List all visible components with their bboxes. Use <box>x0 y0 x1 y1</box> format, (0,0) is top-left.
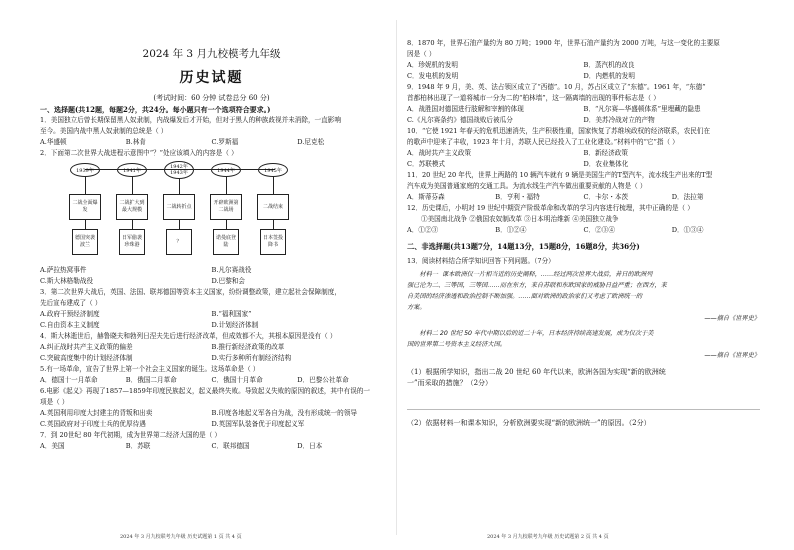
q10-line: 10．“它使 1921 年春天的危机迅速消失，生产积极性重，国家恢复了苏维埃政权的经济联系，农民们在 <box>407 127 711 135</box>
sub1-line: （1）根据所学知识，指出二战 20 世纪 60 年代以来，欧洲各国为实现“新的欧洲统 <box>407 368 666 376</box>
q5-options <box>40 375 383 386</box>
event-box: 开辟欧洲第二战场 <box>210 194 242 220</box>
option[interactable]: C．卡尔・本茨 <box>583 193 629 201</box>
event-box: 二战全面爆发 <box>69 194 101 220</box>
q9-options <box>407 104 760 115</box>
option[interactable]: A．①②③ <box>407 226 439 234</box>
q10-stem <box>407 126 760 148</box>
option[interactable]: D．美苏冷战对立的产物 <box>583 116 655 124</box>
option[interactable]: B.凡尔赛战役 <box>211 266 252 274</box>
option[interactable]: D.尼克松 <box>297 138 325 146</box>
option[interactable]: B．苏联 <box>125 442 151 450</box>
exam-info: (考试时间：60 分钟 试卷总分 60 分) <box>153 94 270 102</box>
section2-heading: 二、非选择题(共13题7分，14题13分，15题8分，16题8分，共36分) <box>407 242 640 251</box>
option[interactable]: D.实行多种所有制经济结构 <box>211 354 292 362</box>
connector <box>273 177 274 194</box>
q8-options <box>407 71 760 82</box>
q7-stem: 7．到 20世纪 80 年代初期，成为世界第二经济大国的是（ ） <box>40 431 222 439</box>
event-detail-box: 德国突袭波兰 <box>72 229 98 255</box>
option[interactable]: D.巴黎和会 <box>211 277 246 285</box>
option[interactable]: D．法拉第 <box>671 193 704 201</box>
q6-line: 6.电影《起义》再现了1857—1859年印度民族起义，起义最终失败。导致起义失败的原因的叙述，其中有误的一 <box>40 387 370 395</box>
connector <box>226 177 227 194</box>
option[interactable]: D．①③④ <box>671 226 704 234</box>
q6-stem <box>40 386 383 408</box>
q13-sub2: （2）依据材料一和课本知识，分析欧洲要实现“新的欧洲统一”的原因。（2分） <box>407 419 651 427</box>
option[interactable]: A.纠正战时共产主义政策的偏差 <box>40 343 133 351</box>
q8-line: 8．1870 年，世界石油产量约为 80 万吨；1900 年，世界石油产量约为 2000 万吨，与这一变化的主要原 <box>407 39 720 47</box>
q12-line: ①美国南北战争 ②俄国农奴制改革 ③日本明治维新 ④美国独立战争 <box>421 215 619 223</box>
option[interactable]: A.华盛顿 <box>40 138 67 146</box>
option[interactable]: A.政府干预经济制度 <box>40 310 100 318</box>
option[interactable]: D．农业集体化 <box>583 160 629 168</box>
option[interactable]: B.“福利国家” <box>211 310 252 318</box>
connector <box>132 220 133 229</box>
q6-options <box>40 419 383 430</box>
connector <box>132 177 133 194</box>
q9-line: 首都柏林出现了一道将城市一分为二的“柏林墙”，这一隔离墙的出现的事件标志是（ ） <box>407 94 660 102</box>
connector <box>85 177 86 194</box>
q1-line: 1．美国独立后曾长期保留黑人奴隶制，内战爆发后才开始，但对于黑人的种族歧视并未消除，一直影响 <box>40 116 341 124</box>
q6-line: 项是（ ） <box>40 398 69 406</box>
option[interactable]: A．珍妮机的发明 <box>407 61 458 69</box>
q9-line: 9．1948 年 9 月，美、英、法占领区成立了“西德”。10 月，苏占区成立了“东德”。1961 年，“东德” <box>407 83 706 91</box>
material2-source: ——摘自《世界史》 <box>704 352 760 359</box>
option[interactable]: B．亨利・福特 <box>495 193 540 201</box>
ww2-flow-diagram <box>70 163 290 263</box>
connector <box>273 220 274 229</box>
option[interactable]: C．②③④ <box>583 226 615 234</box>
q10-options <box>407 148 760 159</box>
event-box: 二战结束 <box>257 194 289 220</box>
q11-line: 汽车成为美国普通家庭的交通工具。为流水线生产汽车做出重要贡献的人物是（ ） <box>407 182 647 190</box>
option[interactable]: C．联邦德国 <box>211 442 250 450</box>
subject-title: 历史试题 <box>179 70 244 86</box>
q13-sub1 <box>407 367 760 389</box>
material2-line: 国的世界第二号资本主义经济大国。 <box>407 341 506 348</box>
q10-options <box>407 159 760 170</box>
option[interactable]: D.英国军队装备优于印度起义军 <box>211 420 305 428</box>
q1-options <box>40 137 383 148</box>
option[interactable]: B．①②④ <box>495 226 527 234</box>
option[interactable]: C．俄国十月革命 <box>211 376 263 384</box>
answer-space[interactable] <box>407 399 760 410</box>
connector <box>226 220 227 229</box>
connector <box>179 220 180 229</box>
q13-material1 <box>407 269 760 280</box>
q3-options <box>40 320 383 331</box>
q4-options <box>40 353 383 364</box>
event-detail-box: 日本签投降书 <box>260 229 286 255</box>
q9-options <box>407 115 760 126</box>
option[interactable]: A.英国利用印度大封建主的背叛和出卖 <box>40 409 153 417</box>
q1-line: 至今。美国内战中黑人奴隶制的总统是（ ） <box>40 127 168 135</box>
option[interactable]: A．战时共产主义政策 <box>407 149 472 157</box>
q6-options <box>40 408 383 419</box>
q12-stem <box>407 203 760 225</box>
material1-line: 方案。 <box>407 304 426 311</box>
q3-stem <box>40 287 383 309</box>
year-oval: 1944年 <box>211 163 241 177</box>
q8-line: 因是（ ） <box>407 50 436 58</box>
option[interactable]: D．内燃机的发明 <box>583 72 635 80</box>
year-oval: 1945年 <box>258 163 288 177</box>
q8-stem <box>407 38 760 60</box>
q2-options <box>40 276 383 287</box>
option[interactable]: A．战胜国对德国进行肢解和宰割的体现 <box>407 105 524 113</box>
event-box: 二战转折点 <box>163 194 195 220</box>
material1-line: 强已沦为二、三等国，三等国……而在东方，来自苏联和东欧国家的威胁日益严重；在西方，来 <box>407 282 667 289</box>
event-box: 二战扩大到最大规模 <box>116 194 148 220</box>
option[interactable]: B．“凡尔赛—华盛顿体系”里埋藏的隐患 <box>583 105 701 113</box>
material1-line: 课本欧洲仅一片相当近的历史阐释，……经过两次世界大战后，昔日的欧洲列 <box>441 271 653 278</box>
right-page <box>397 0 794 550</box>
q7-options <box>40 441 383 452</box>
option[interactable]: A．美国 <box>40 442 65 450</box>
year-oval: 1939年 <box>70 163 100 177</box>
q3-options <box>40 309 383 320</box>
event-detail-box: 日军偷袭珍珠港 <box>119 229 145 255</box>
connector <box>179 179 180 194</box>
year-oval: 1941年 <box>117 163 147 177</box>
option[interactable]: C．发电机的发明 <box>407 72 459 80</box>
option[interactable]: B．蒸汽机的改良 <box>583 61 635 69</box>
q10-line: 的歌声中迎来了丰收，1923 年十月，苏联人民已经投入了工业化建设。”材料中的“它”指（ ） <box>407 138 679 146</box>
material1-line: 自美国的经济渗透和政治控制不断加强。……面对欧洲的政治家们又考虑了欧洲统一的 <box>407 293 643 300</box>
page-footer: 2024 年 3 月九校联考九年级 历史试题第 2 页 共 4 页 <box>487 534 609 540</box>
q4-stem: 4．斯大林逝世后，赫鲁晓夫和勃列日涅夫先后进行经济改革，但成效都不大，其根本原因是没有（ ） <box>40 332 337 340</box>
q3-line: 先后宣布建成了（ ） <box>40 299 102 307</box>
exam-line: 2024 年 3 月九校模考九年级 <box>142 48 281 60</box>
option[interactable]: D．日本 <box>297 442 323 450</box>
option[interactable]: B．新经济政策 <box>583 149 628 157</box>
q11-stem <box>407 170 760 192</box>
option[interactable]: A.萨拉热窝事件 <box>40 266 87 274</box>
q11-line: 11．20 世纪 20 年代，世界上两路的 10 辆汽车就有 9 辆是美国生产的T型汽车，流水线生产出来的T型 <box>407 171 713 179</box>
q13-title: 13．阅读材料结合所学知识回答下列问题。（7分） <box>407 257 555 265</box>
q1-stem <box>40 115 383 137</box>
option[interactable]: B.林肯 <box>125 138 146 146</box>
option[interactable]: C.自由资本主义制度 <box>40 321 100 329</box>
section1-heading: 一、选择题(共12题，每题2分，共24分。每小题只有一个选项符合要求。) <box>40 105 271 114</box>
option[interactable]: D.计划经济体制 <box>211 321 259 329</box>
material1-label: 材料一 <box>419 271 438 278</box>
page-footer: 2024 年 3 月九校联考九年级 历史试题第 1 页 共 4 页 <box>120 534 242 540</box>
material2-line: 材料二 20 世纪 50 年代中期以后的近二十年，日本经济持续高速发展，成为仅次于美 <box>419 330 654 337</box>
sub1-line: 一”而采取的措施？（2分） <box>407 379 493 387</box>
material1-source: ——摘自《世界史》 <box>704 315 760 322</box>
q2-options <box>40 265 383 276</box>
unknown-box: ？ <box>166 229 192 255</box>
option[interactable]: B.印度各地起义军各自为战，没有形成统一的领导 <box>211 409 357 417</box>
connector <box>85 220 86 229</box>
q5-stem: 5.有一场革命，宣告了世界上第一个社会主义国家的诞生。这场革命是（ ） <box>40 365 260 373</box>
q4-options <box>40 342 383 353</box>
option[interactable]: C.《凡尔赛条约》德国战败后被瓜分 <box>407 116 513 124</box>
q2-stem: 2．下面第二次世界大战进程示意图中“？”处应该填入的内容是（ ） <box>40 149 238 157</box>
q3-line: 3．第二次世界大战后，英国、法国、联邦德国等资本主义国家，纷纷调整政策，建立起社会保障制度， <box>40 288 341 296</box>
q8-options <box>407 60 760 71</box>
option[interactable]: C．苏联模式 <box>407 160 446 168</box>
option[interactable]: C.斯大林格勒战役 <box>40 277 94 285</box>
option[interactable]: A．斯蒂芬森 <box>407 193 445 201</box>
q11-options <box>407 192 760 203</box>
q9-stem <box>407 82 760 104</box>
q12-options <box>407 225 760 236</box>
event-detail-box: 诺曼底登陆 <box>213 229 239 255</box>
option[interactable]: B.推行新经济政策的改革 <box>211 343 285 351</box>
q12-line: 12．历史课后，小明对 19 世纪中期资产阶级革命和改革的学习内容进行梳理，其中正确的是（ ） <box>407 204 694 212</box>
option[interactable]: C.英国政府对于印度士兵的优厚待遇 <box>40 420 146 428</box>
option[interactable]: C.罗斯福 <box>211 138 239 146</box>
option[interactable]: A．德国十一月革命 <box>40 376 98 384</box>
option[interactable]: C.突破高度集中的计划经济体制 <box>40 354 133 362</box>
option[interactable]: D．巴黎公社革命 <box>297 376 349 384</box>
year-oval: 1942年 1943年 <box>164 161 194 179</box>
option[interactable]: B．俄国二月革命 <box>125 376 177 384</box>
